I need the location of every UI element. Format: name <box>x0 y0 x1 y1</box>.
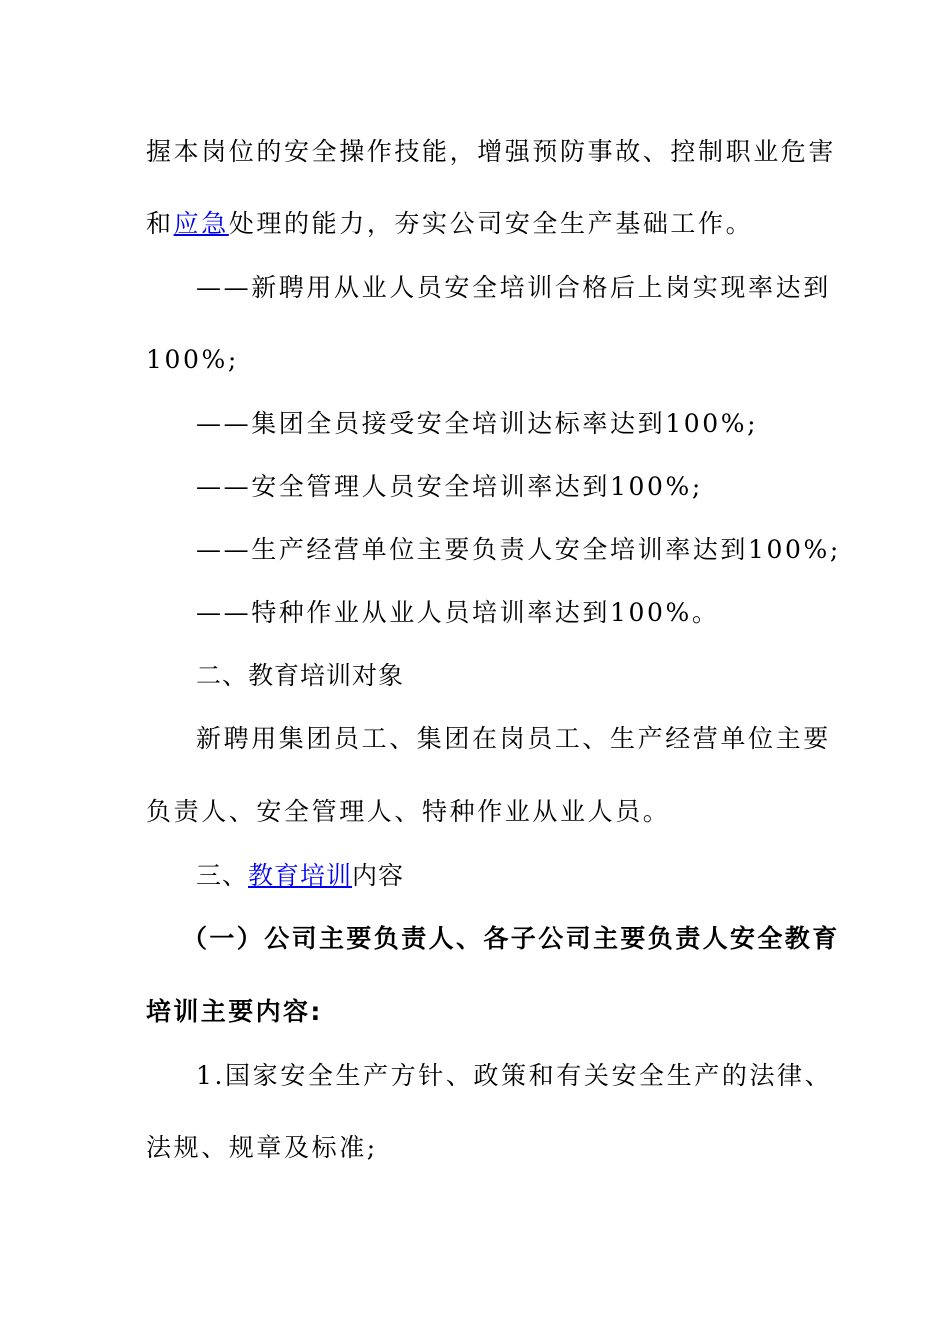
section-heading: 二、教育培训对象 <box>196 661 405 690</box>
list-item: 1.国家安全生产方针、政策和有关安全生产的法律、 <box>196 1061 833 1090</box>
paragraph-line: 握本岗位的安全操作技能，增强预防事故、控制职业危害 <box>146 137 837 166</box>
target-item-continuation: 100%; <box>146 345 239 374</box>
text-segment: 处理的能力，夯实公司安全生产基础工作。 <box>228 209 754 238</box>
target-item: ——特种作业从业人员培训率达到100%。 <box>196 598 720 627</box>
education-training-link[interactable]: 教育培训 <box>248 861 353 890</box>
target-item: ——生产经营单位主要负责人安全培训率达到100%; <box>196 535 841 564</box>
section-heading <box>0 859 950 893</box>
text-segment: 内容 <box>352 861 405 890</box>
paragraph-line <box>0 207 950 241</box>
target-item: ——安全管理人员安全培训率达到100%; <box>196 472 703 501</box>
emergency-link[interactable]: 应急 <box>173 209 229 238</box>
list-item-continuation: 法规、规章及标准; <box>146 1133 378 1162</box>
subsection-heading: （一）公司主要负责人、各子公司主要负责人安全教育 <box>182 924 840 953</box>
target-item: ——新聘用从业人员安全培训合格后上岗实现率达到 <box>196 273 831 302</box>
text-segment: 和 <box>146 209 174 238</box>
target-item: ——集团全员接受安全培训达标率达到100%; <box>196 409 759 438</box>
subsection-heading-continuation: 培训主要内容: <box>146 997 323 1026</box>
paragraph-line: 负责人、安全管理人、特种作业从业人员。 <box>146 797 671 826</box>
paragraph-line: 新聘用集团员工、集团在岗员工、生产经营单位主要 <box>196 724 831 753</box>
text-segment: 三、 <box>196 861 249 890</box>
